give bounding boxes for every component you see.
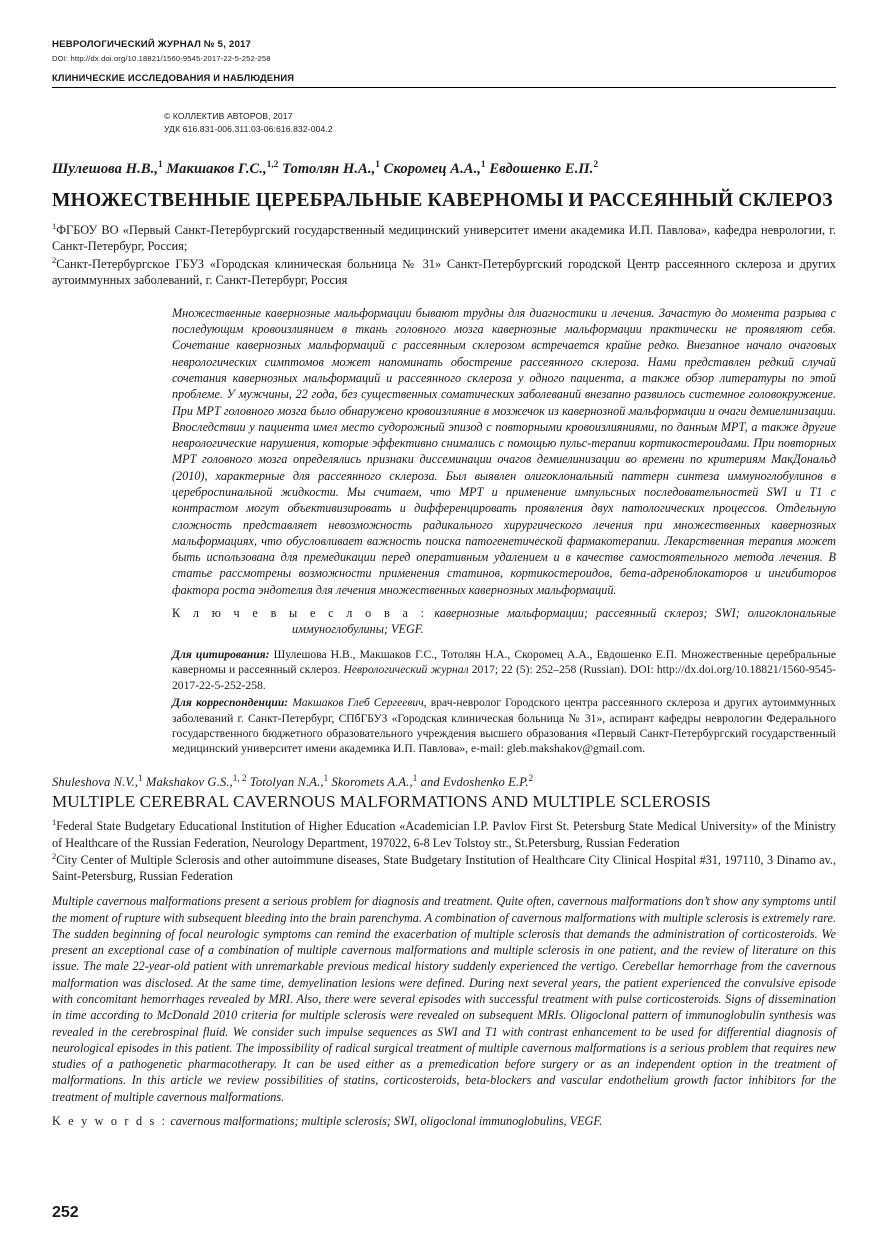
affiliations-en bbox=[52, 817, 836, 884]
cite-wrap bbox=[172, 647, 836, 757]
abstract-ru: Множественные кавернозные мальформации бывают трудны для диагностики и лечения. Зачастую до момента разрыва с последующим кровоизлиянием в ткань головного мозга кавернозные мальформации практически не проявляют себя. Сочетание кавернозных мальформаций с рассеянным склерозом встречается крайне редко. Внезапное начало очаговых неврологических симптомов может напоминать обострение рассеянного склероза. Нами представлен редкий случай сочетания кавернозных мальформаций и рассеянного склероза у одного пациента, а также обзор литературы по этой проблеме. У мужчины, 22 года, без существенных соматических заболеваний внезапно развилось системное головокружение. При МРТ головного мозга было обнаружено кровоизлияние в мозжечок из кавернозной мальформации и очаги демиелинизации. Впоследствии у пациента имел место судорожный эпизод с повторными кровоизлияниями, по данным МРТ, а также другие неврологические нарушения, которые эффективно снимались с помощью пульс-терапии кортикостероидами. При повторных МРТ головного мозга определялись признаки диссеминации очагов демиелинизации во времени по критериям МакДональд (2010), характерные для рассеянного склероза. Был выявлен олигоклональный паттерн синтеза иммуноглобулинов в цереброспинальной жидкости. Мы считаем, что МРТ и применение импульсных последовательностей SWI и Т1 с контрастом могут объективизировать и дифференцировать проявления двух патологических процессов. Отдельную сложность представляет невозможность радикального хирургического лечения при множественных кавернозных мальформациях, что обусловливает важность поиска патогенетической фармакотерапии. Лекарственная терапия может быть использована для премедикации перед оперативным удалением и в качестве самостоятельного метода лечения. В статье рассмотрены возможности применения статинов, кортикостероидов, бета-адреноблокаторов и ингибиторов фактора роста эндотелия для лечения множественных кавернозных мальформаций. bbox=[172, 305, 836, 597]
correspondence-label: Для корреспонденции: bbox=[172, 696, 289, 710]
journal-title: НЕВРОЛОГИЧЕСКИЙ ЖУРНАЛ № 5, 2017 bbox=[52, 39, 252, 50]
abstract-en: Multiple cavernous malformations present a serious problem for diagnosis and treatment. Quite often, cavernous malformations don’t show any symptoms until the moment of rupture with subsequent bleeding into the brain parenchyma. A combination of cavernous malformations with multiple sclerosis is extremely rare. The sudden beginning of focal neurologic symptoms can remind the exacerbation of multiple sclerosis that demands the administration of corticosteroids. We present an exceptional case of a combination of multiple cavernous malformations and multiple sclerosis in one patient, and the review of literature on this issue. The male 22-year-old patient with unremarkable previous medical history suddenly experienced the vertigo. Cerebellar hemorrhage from the cavernous malformation was disclosed. At the same time, demyelination lesions were defined. During next several years, the patient experienced the convulsive episode with concomitant hemorrhages revealed by MRI. Also, there were several episodes with successful treatment with pulse corticosteroids. Signs of dissemination in time according to McDonald 2010 criteria for multiple sclerosis were revealed on subsequent MRIs. Oligoclonal pattern of immunoglobulin synthesis was revealed in the cerebrospinal fluid. We consider such impulse sequences as SWI and T1 with contrast enhancement to be used for differential diagnosis of neurological episodes in this patient. The impossibility of radical surgical treatment of multiple cavernous malformations is a serious problem that requires new studies of a pathogenetic pharmacotherapy. It can be used either as a premedication before surgery or as an independent option in the treatment of malformations. In this article we review possibilities of statins, corticosteroids, beta-blockers and vascular endothelium growth factor inhibitors for the treatment of multiple cavernous malformations. bbox=[52, 894, 836, 1104]
running-head bbox=[52, 38, 836, 88]
citation-line bbox=[172, 647, 836, 693]
keywords-en-text: cavernous malformations; multiple sclerosis; SWI, oligoclonal immunoglobulins, VEGF. bbox=[170, 1113, 603, 1128]
abstract-ru-wrap bbox=[172, 305, 836, 598]
affiliations-ru bbox=[52, 221, 836, 289]
doi-line: DOI: http://dx.doi.org/10.18821/1560-9545-2017-22-5-252-258 bbox=[52, 53, 271, 63]
header-rule bbox=[52, 87, 836, 88]
affiliation-en-2: $^2$City Center of Multiple Sclerosis and other autoimmune diseases, State Budgetary Institution of Healthcare City Clinical Hospital #31, 197110, 3 Dinamo av., Saint-Petersburg, Russian Federation bbox=[52, 850, 836, 884]
page-number: 252 bbox=[52, 1204, 79, 1221]
citation-label: Для цитирования: bbox=[172, 647, 270, 661]
authors-en: Shuleshova N.V.,$^1$ Makshakov G.S.,$^{1, 2}$ Totolyan N.A.,$^1$ Skoromets A.A.,$^1$ and Evdoshenko E.P.$^2$ bbox=[52, 772, 534, 789]
title-en: MULTIPLE CEREBRAL CAVERNOUS MALFORMATIONS AND MULTIPLE SCLEROSIS bbox=[52, 791, 711, 811]
citation-block bbox=[172, 647, 836, 757]
citation-text: Шулешова Н.В., Макшаков Г.С., Тотолян Н.А., Скоромец А.А., Евдошенко Е.П. Множественные церебральные каверномы и рассеянный склероз. Неврологический журнал 2017; 22 (5): 252–258 (Russian). DOI: http://dx.doi.org/10.18821/1560-9545-2017-22-5-252-258. bbox=[172, 647, 836, 692]
keywords-ru-label: К л ю ч е в ы е с л о в а : bbox=[172, 605, 427, 620]
udk-line: УДК 616.831-006.311.03-06:616.832-004.2 bbox=[164, 124, 333, 135]
correspondence-text: Макшаков Глеб Сергеевич, врач-невролог Городского центра рассеянного склероза и других аутоиммунных заболеваний г. Санкт-Петербург, СПбГБУЗ «Городская клиническая больница № 31», аспирант кафедры неврологии Федерального государственного бюджетного образовательного учреждения высшего образования «Первый Санкт-Петербургский государственный медицинский университет имени академика И.П. Павлова», e-mail: gleb.makshakov@gmail.com. bbox=[172, 696, 836, 756]
copyright-line: © КОЛЛЕКТИВ АВТОРОВ, 2017 bbox=[164, 110, 293, 121]
copyright-block bbox=[164, 110, 836, 138]
section-title: КЛИНИЧЕСКИЕ ИССЛЕДОВАНИЯ И НАБЛЮДЕНИЯ bbox=[52, 71, 295, 83]
keywords-ru bbox=[172, 605, 836, 638]
authors-ru: Шулешова Н.В.,$^1$ Макшаков Г.С.,$^{1,2}$ Тотолян Н.А.,$^1$ Скоромец А.А.,$^1$ Евдошенко Е.П.$^2$ bbox=[52, 159, 599, 177]
title-ru: МНОЖЕСТВЕННЫЕ ЦЕРЕБРАЛЬНЫЕ КАВЕРНОМЫ И РАССЕЯННЫЙ СКЛЕРОЗ bbox=[52, 189, 833, 211]
keywords-ru-text: кавернозные мальформации; рассеянный склероз; SWI; олигоклональные иммуноглобулины; VEGF. bbox=[292, 605, 836, 637]
keywords-en bbox=[52, 1113, 836, 1129]
correspondence-line bbox=[172, 695, 836, 757]
affiliation-en-1: $^1$Federal State Budgetary Educational Institution of Higher Education «Academician I.P. Pavlov First St. Petersburg State Medical University» of the Ministry of Healthcare of the Russian Federation, Neurology Department, 197022, 6-8 Lev Tolstoy str., St.Petersburg, Russian Federation bbox=[52, 817, 836, 850]
affiliation-ru-1: $^1$ФГБОУ ВО «Первый Санкт-Петербургский государственный медицинский университет имени академика И.П. Павлова», кафедра неврологии, г. Санкт-Петербург, Россия; bbox=[52, 220, 836, 254]
affiliation-ru-2: $^2$Санкт-Петербургское ГБУЗ «Городская клиническая больница № 31» Санкт-Петербургский городской Центр рассеянного склероза и других аутоиммунных заболеваний, г. Санкт-Петербург, Россия bbox=[52, 254, 836, 288]
keywords-en-label: K e y w o r d s : bbox=[52, 1113, 168, 1128]
